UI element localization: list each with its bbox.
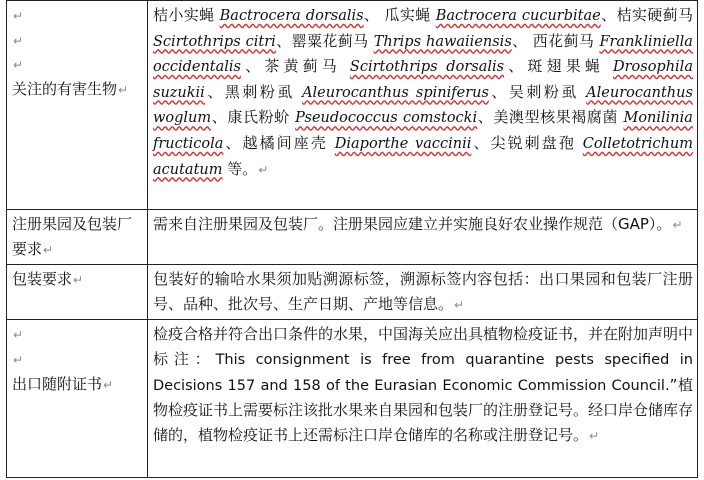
pest-common-name: 西花蓟马 [532,31,595,50]
table-row [7,1,698,210]
pest-scientific-name: Thrips hawaiiensis [373,33,512,50]
pest-separator: 、 [275,31,292,50]
return-mark: ↵ [103,377,114,392]
table-row [7,320,698,478]
return-mark: ↵ [13,58,24,73]
pest-scientific-name: Frankliniella occidentalis [153,33,693,76]
pest-separator: 、 [511,31,533,50]
label-cell [7,1,148,210]
row-label-packaging: 包装要求 [12,270,73,289]
return-mark: ↵ [589,428,600,443]
pest-scientific-name: Bactrocera cucurbitae [435,8,601,24]
pest-separator: 、 [600,6,617,24]
pest-separator: 、 [241,57,265,76]
row-label-registration: 注册果园及包装厂要求 [12,215,133,258]
packaging-text: 包装好的输哈水果须加贴溯源标签，溯源标签内容包括：出口果园和包装厂注册号、品种、批次号、生产日期、产地等信息。 [153,270,693,313]
certificate-text-a: 检疫合格并符合出口条件的水果，中国海关应出具植物检疫证书，并在附加声明中标注： [153,325,694,368]
pest-common-name: 罂粟花蓟马 [291,31,369,50]
pest-common-name: 康氏粉蚧 [227,108,290,127]
table-row [7,265,698,320]
pest-common-name: 尖锐刺盘孢 [490,133,576,152]
pest-list [153,6,693,178]
pest-separator: 、 [223,133,243,152]
label-cell [7,210,148,265]
pest-separator: 、 [488,82,509,101]
return-mark: ↵ [73,273,84,288]
certificate-text-b: ”植物检疫证书上需要标注该批水果来自果园和包装厂的注册登记号。经口岸仓储库存储的，植物检疫证书上还需标注口岸仓储库的名称或注册登记号。 [153,375,694,444]
content-cell [148,320,698,478]
pest-common-name: 桔小实蝇 [153,6,215,24]
pest-common-name: 瓜实蝇 [384,6,431,24]
return-mark: ↵ [43,242,54,257]
pest-scientific-name: Scirtothrips citri [153,33,276,50]
certificate-english-statement: This consignment is free from quarantine pests specified in Decisions 157 and 158 of the Eurasian Economic Commission Council. [153,351,693,394]
pest-common-name: 桔实硬蓟马 [616,6,693,24]
row-label-certificate: 出口随附证书 [12,374,103,393]
label-cell [7,320,148,478]
table-row [7,210,698,265]
pest-list-tail: 等。 [227,159,258,178]
pest-separator: 、 [477,108,494,127]
return-mark: ↵ [13,352,24,367]
pest-common-name: 黑刺粉虱 [224,82,295,101]
return-mark: ↵ [118,82,129,97]
return-mark: ↵ [13,9,24,23]
pest-scientific-name: Pseudococcus comstocki [295,110,478,127]
return-mark: ↵ [13,33,24,48]
pest-scientific-name: Drosophila suzukii [153,59,693,101]
row-label-pests: 关注的有害生物 [12,79,118,98]
pest-common-name: 越橘间座壳 [242,133,328,152]
label-cell [7,265,148,320]
pest-scientific-name: Colletotrichum acutatum [153,135,693,178]
pest-list-cell [148,1,698,210]
pest-separator: 、 [471,133,491,152]
pest-common-name: 斑翅果蝇 [527,57,605,76]
pest-scientific-name: Monilinia fructicola [153,110,693,152]
return-mark: ↵ [672,218,683,232]
pest-common-name: 茶黄蓟马 [264,57,341,76]
pest-separator: 、 [211,108,228,127]
pest-separator: 、 [363,6,385,24]
requirements-table [6,0,698,478]
pest-common-name: 美澳型核果褐腐菌 [493,108,619,127]
content-cell [148,210,698,265]
pest-scientific-name: Aleurocanthus woglum [153,84,693,127]
pest-common-name: 吴刺粉虱 [508,82,579,101]
pest-scientific-name: Scirtothrips dorsalis [349,59,505,76]
pest-separator: 、 [204,82,225,101]
return-mark: ↵ [13,328,24,343]
return-mark: ↵ [454,297,465,312]
pest-scientific-name: Aleurocanthus spiniferus [302,84,489,101]
pest-scientific-name: Bactrocera dorsalis [219,8,364,24]
pest-separator: 、 [504,57,528,76]
return-mark: ↵ [258,162,269,177]
registration-text: 需来自注册果园及包装厂。注册果园应建立并实施良好农业操作规范（GAP）。 [153,215,672,233]
pest-scientific-name: Diaporthe vaccinii [334,135,472,152]
content-cell [148,265,698,320]
